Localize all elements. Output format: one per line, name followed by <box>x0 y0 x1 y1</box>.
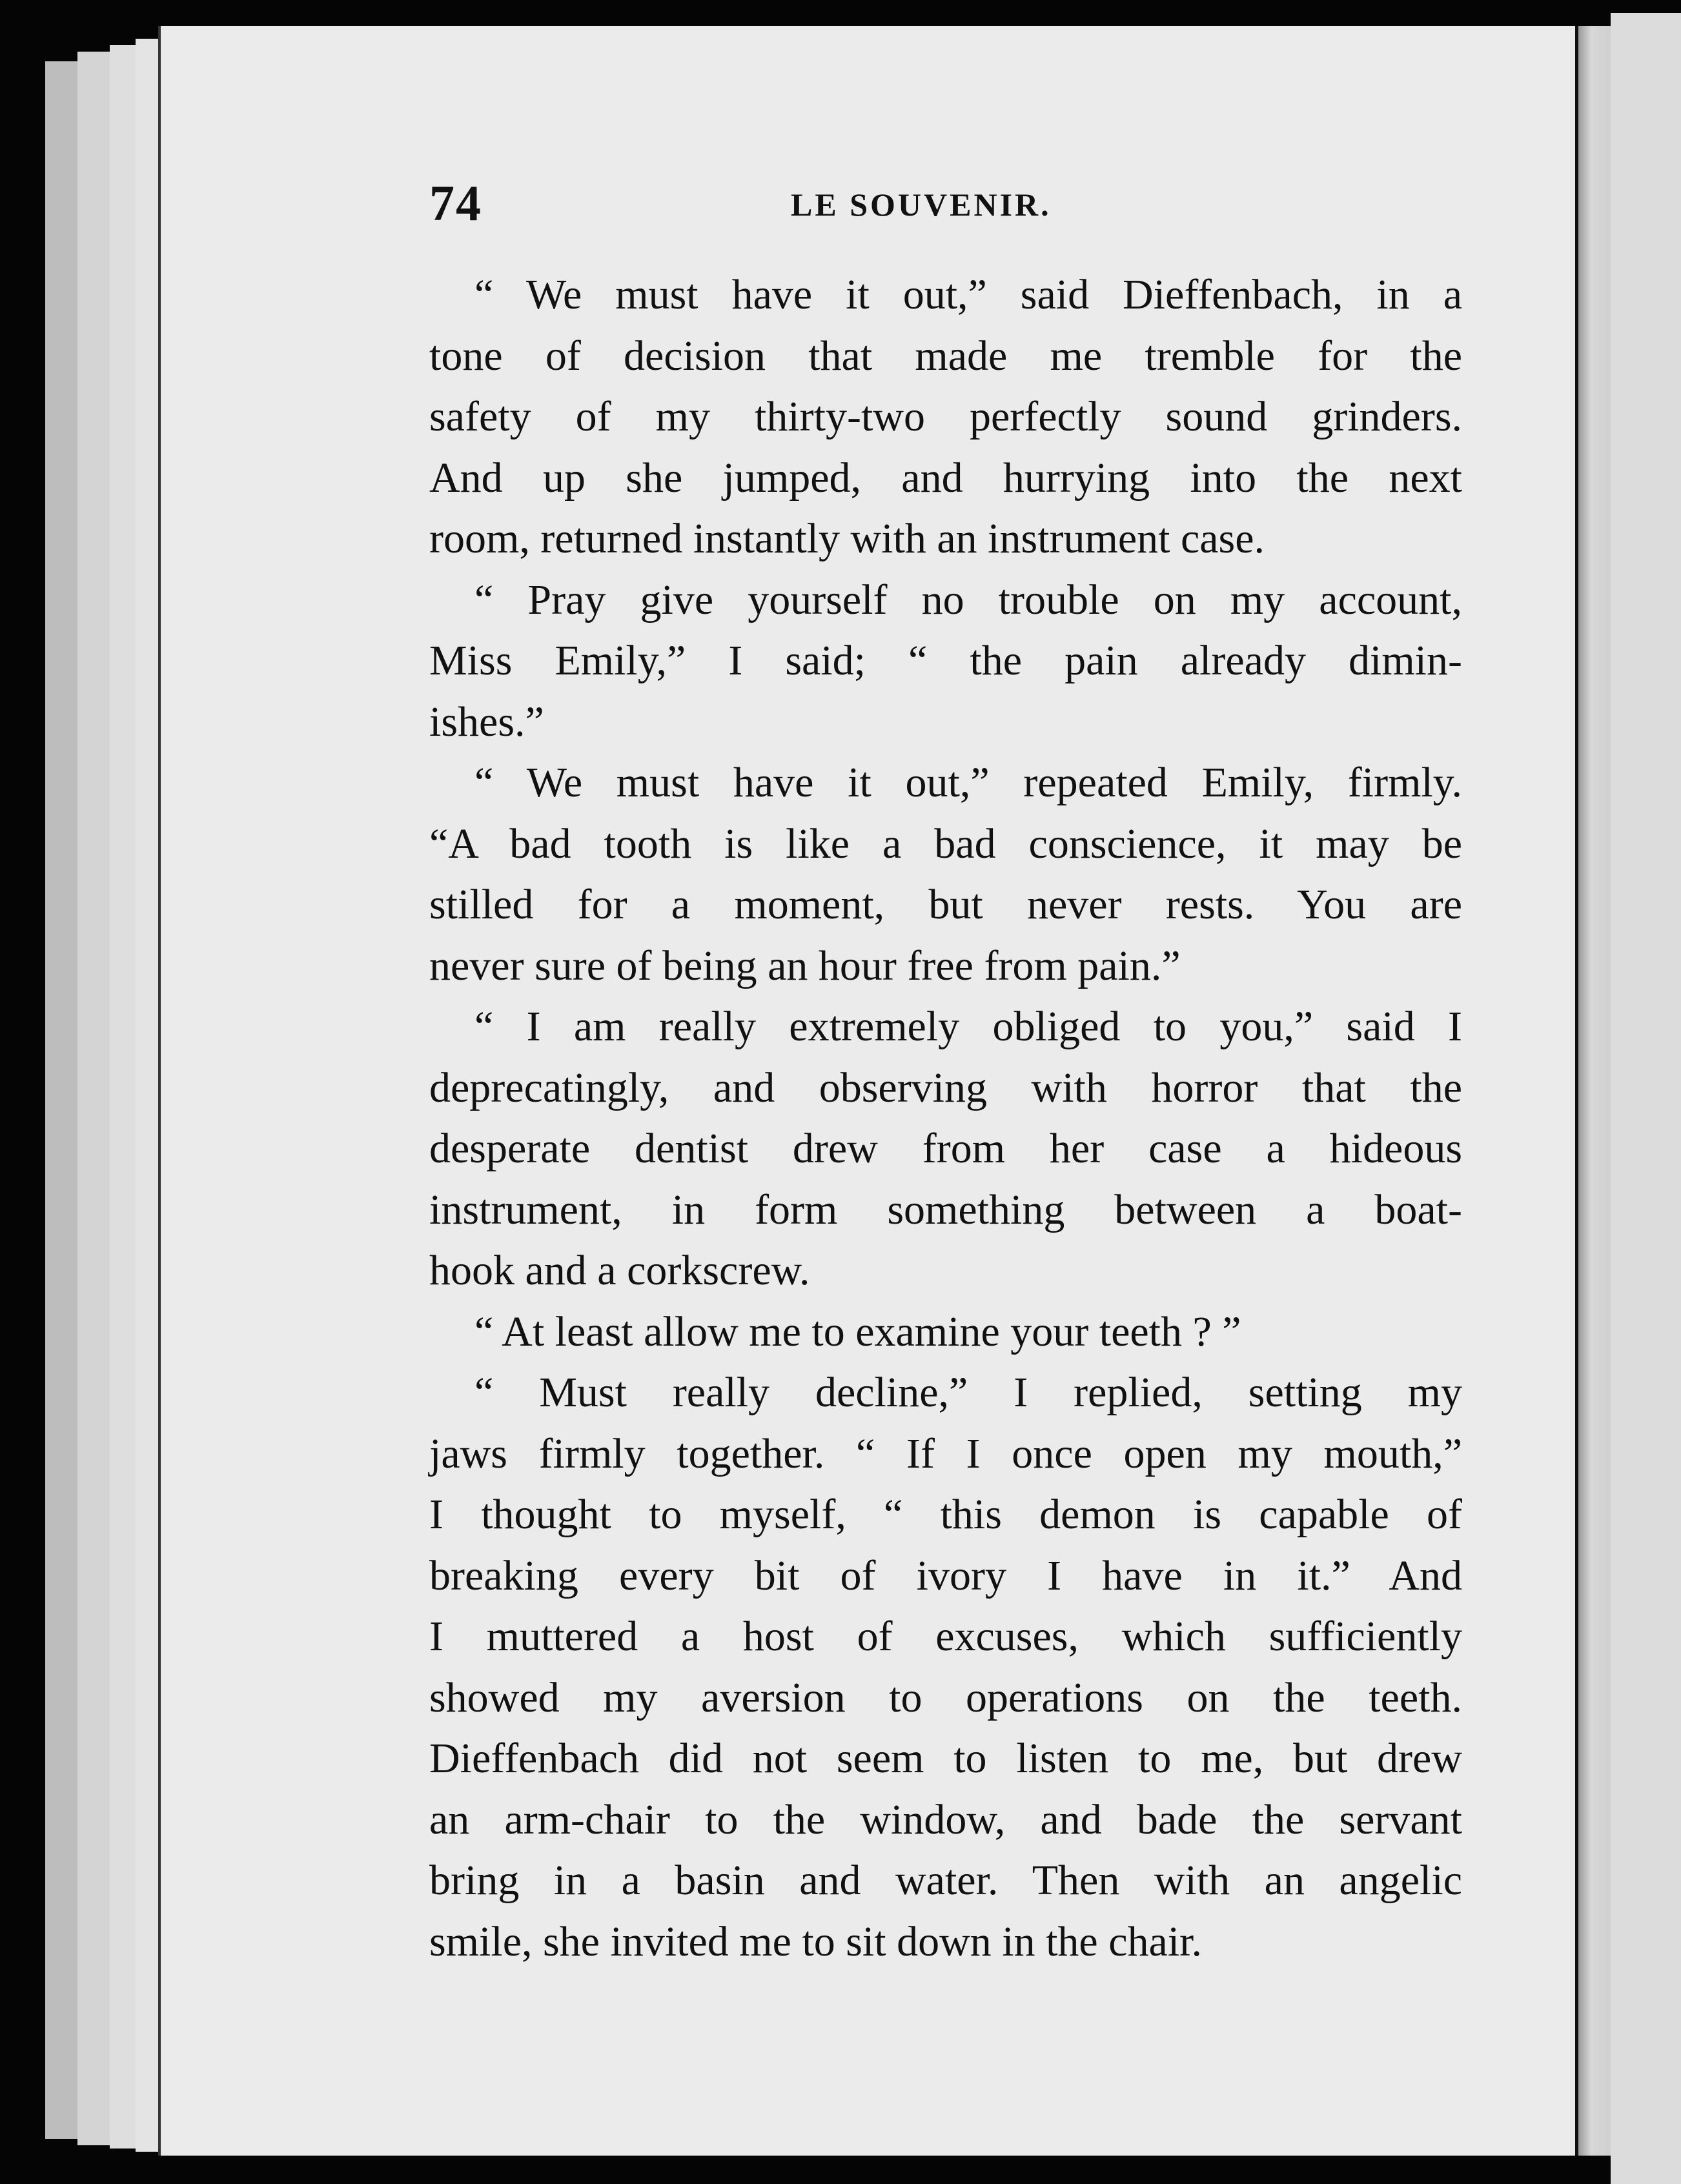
running-title: LE SOUVENIR. <box>791 187 1052 223</box>
text-line: I muttered a host of excuses, which sufficiently <box>429 1613 1462 1660</box>
text-line: desperate dentist drew from her case a hideous <box>429 1125 1462 1172</box>
text-line: hook and a corkscrew. <box>429 1247 810 1294</box>
text-line: “ At least allow me to examine your teeth ? ” <box>474 1308 1241 1355</box>
text-line: bring in a basin and water. Then with an angelic <box>429 1857 1462 1904</box>
text-line: room, returned instantly with an instrument case. <box>429 515 1265 562</box>
text-line: never sure of being an hour free from pain.” <box>429 942 1181 989</box>
text-line: “ Pray give yourself no trouble on my account, <box>474 576 1462 623</box>
text-line: Dieffenbach did not seem to listen to me, but drew <box>429 1735 1462 1782</box>
text-line: “ We must have it out,” said Dieffenbach, in a <box>474 271 1462 318</box>
text-line: “ We must have it out,” repeated Emily, firmly. <box>474 759 1462 806</box>
text-line: showed my aversion to operations on the teeth. <box>429 1673 1462 1721</box>
body-text <box>429 265 1462 1972</box>
book-binding <box>1575 26 1614 2156</box>
text-line: I thought to myself, “ this demon is capable of <box>429 1491 1462 1538</box>
text-line: “A bad tooth is like a bad conscience, it may be <box>429 820 1462 867</box>
text-line: smile, she invited me to sit down in the chair. <box>429 1917 1202 1965</box>
text-line: And up she jumped, and hurrying into the next <box>429 454 1462 501</box>
text-line: “ Must really decline,” I replied, setting my <box>474 1369 1462 1416</box>
text-line: deprecatingly, and observing with horror that the <box>429 1064 1462 1111</box>
text-line: “ I am really extremely obliged to you,” said I <box>474 1003 1462 1050</box>
text-line: breaking every bit of ivory I have in it.” And <box>429 1552 1462 1599</box>
text-line: Miss Emily,” I said; “ the pain already dimin- <box>429 637 1462 684</box>
text-line: instrument, in form something between a boat- <box>429 1186 1462 1233</box>
text-line: an arm-chair to the window, and bade the servant <box>429 1795 1462 1843</box>
text-line: ishes.” <box>429 698 544 745</box>
text-line: tone of decision that made me tremble for the <box>429 332 1462 379</box>
text-line: stilled for a moment, but never rests. You are <box>429 881 1462 928</box>
page-number: 74 <box>429 175 482 231</box>
facing-page-edge <box>1611 13 1681 2184</box>
text-line: jaws firmly together. “ If I once open my mouth,” <box>429 1430 1462 1477</box>
page-header <box>429 174 1462 232</box>
text-line: safety of my thirty-two perfectly sound grinders. <box>429 393 1462 440</box>
